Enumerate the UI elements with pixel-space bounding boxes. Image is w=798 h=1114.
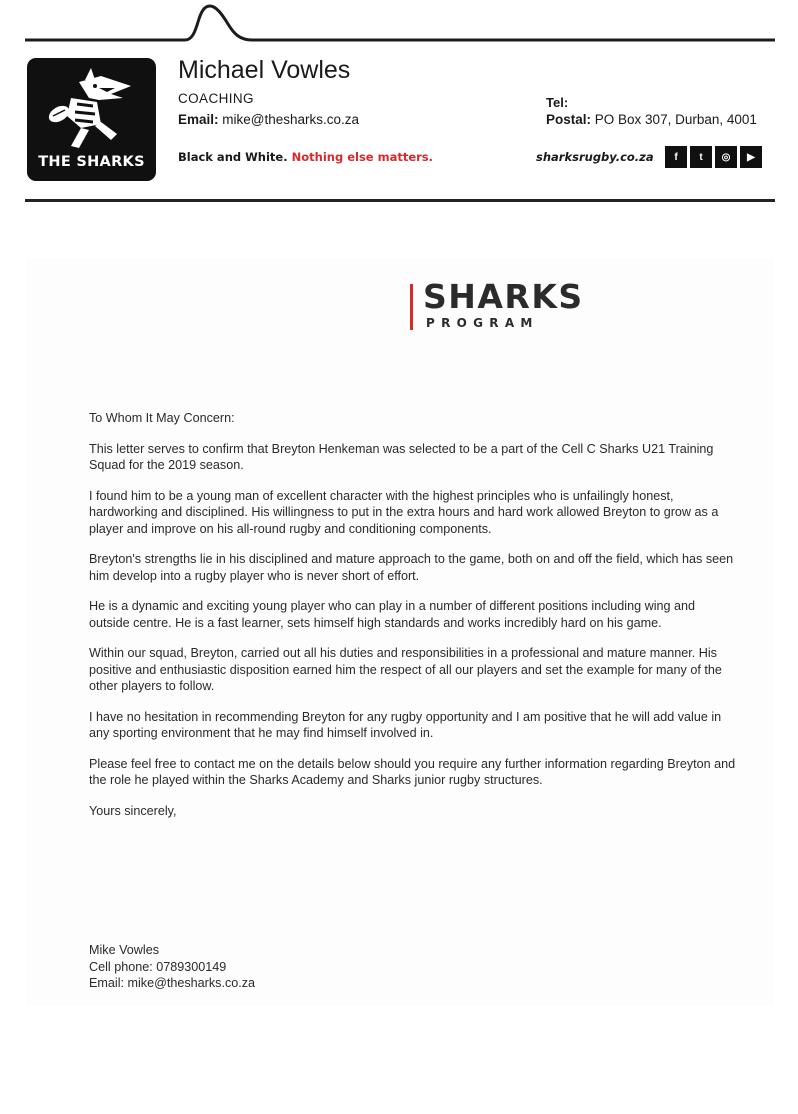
social-links bbox=[665, 146, 762, 168]
youtube-icon[interactable]: ▶ bbox=[740, 146, 762, 168]
header-tel bbox=[546, 95, 568, 110]
tel-label: Tel: bbox=[546, 95, 569, 110]
header-fin-line bbox=[0, 0, 798, 50]
twitter-icon[interactable]: t bbox=[690, 146, 712, 168]
motto bbox=[178, 150, 433, 164]
instagram-icon[interactable]: ◎ bbox=[715, 146, 737, 168]
email-link[interactable]: mike@thesharks.co.za bbox=[222, 112, 360, 127]
header-postal bbox=[546, 112, 757, 127]
logo-program: PROGRAM bbox=[426, 316, 539, 330]
paragraph: This letter serves to confirm that Breyton Henkeman was selected to be a part of the Cell C Sharks U21 Training Squad for the 2019 season. bbox=[89, 441, 714, 472]
paragraph: I found him to be a young man of excellent character with the highest principles who is unfailingly honest, hardworking and disciplined. His willingness to put in the extra hours and hard work allowed Breyton to grow as a player and improve on his all-round rugby and conditioning components. bbox=[89, 488, 719, 536]
logo-wordmark: THE SHARKS bbox=[38, 154, 145, 170]
motto-black: Black and White. bbox=[178, 150, 288, 164]
signature-block bbox=[89, 942, 255, 992]
postal-label: Postal: bbox=[546, 112, 592, 127]
signature-phone: Cell phone: 0789300149 bbox=[89, 959, 227, 974]
email-label: Email: bbox=[178, 112, 219, 127]
salutation: To Whom It May Concern: bbox=[89, 411, 235, 425]
sender-role: COACHING bbox=[178, 91, 254, 106]
logo-sharks: SHARKS bbox=[423, 277, 584, 316]
paragraph: Within our squad, Breyton, carried out all his duties and responsibilities in a professional and mature manner. His positive and enthusiastic disposition earned him the respect of all our players and set the example for many of the other players to follow. bbox=[89, 646, 722, 693]
header-divider bbox=[25, 199, 775, 202]
paragraph: He is a dynamic and exciting young player who can play in a number of different positions including wing and outside centre. He is a fast learner, sets himself high standards and works incredibly hard on his game. bbox=[89, 599, 696, 630]
motto-red: Nothing else matters. bbox=[291, 150, 434, 164]
closing: Yours sincerely, bbox=[89, 803, 177, 818]
header-email bbox=[178, 112, 359, 127]
postal-address: PO Box 307, Durban, 4001 bbox=[594, 112, 757, 127]
paragraph: I have no hesitation in recommending Breyton for any rugby opportunity and I am positive that he will add value in any sporting environment that he may find himself involved in. bbox=[89, 709, 722, 740]
sender-name: Michael Vowles bbox=[178, 56, 351, 84]
facebook-icon[interactable]: f bbox=[665, 146, 687, 168]
letter-body bbox=[89, 410, 739, 833]
paragraph: Please feel free to contact me on the details below should you require any further information regarding Breyton and the role he played within the Sharks Academy and Sharks junior rugby structures. bbox=[89, 756, 736, 787]
logo-divider bbox=[410, 284, 413, 330]
website-link[interactable]: sharksrugby.co.za bbox=[536, 150, 654, 164]
sharks-logo bbox=[27, 58, 156, 181]
signature-email: Email: mike@thesharks.co.za bbox=[89, 976, 256, 990]
shark-mascot-icon bbox=[41, 68, 141, 153]
signature-name: Mike Vowles bbox=[89, 943, 159, 957]
paragraph: Breyton's strengths lie in his disciplined and mature approach to the game, both on and off the field, which has seen him develop into a rugby player who is never short of effort. bbox=[89, 552, 734, 583]
